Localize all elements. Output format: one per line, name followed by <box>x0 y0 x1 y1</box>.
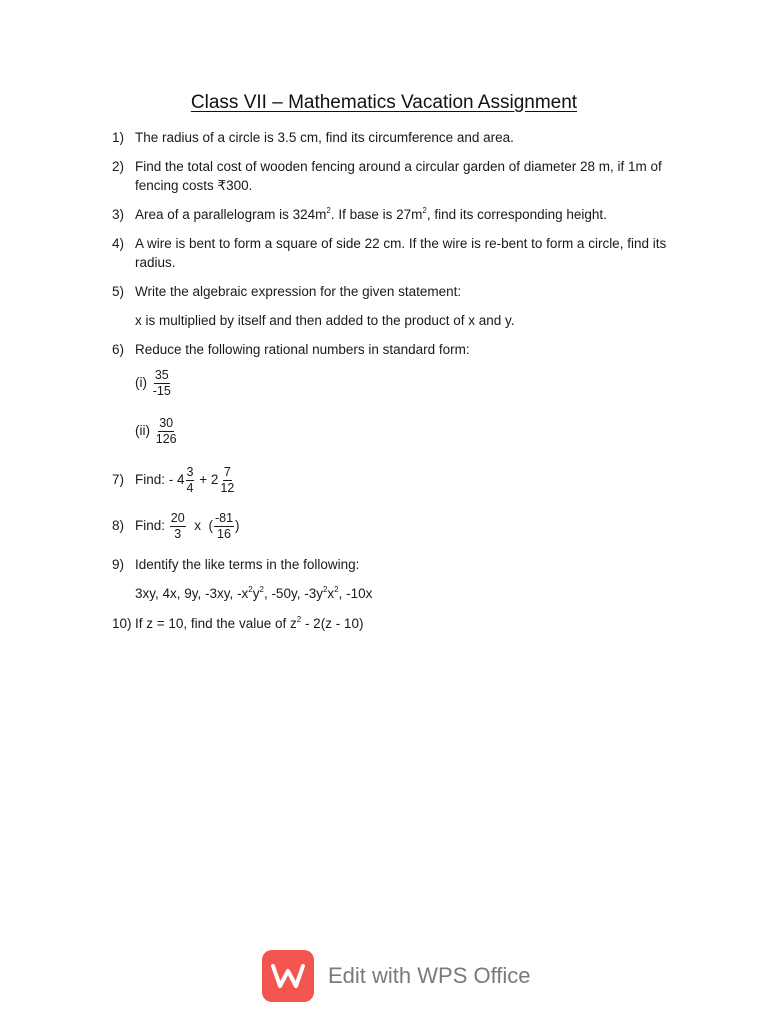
question-text: Find the total cost of wooden fencing around a circular garden of diameter 28 m, if 1m of fencing costs ₹300. <box>135 159 662 193</box>
text-segment: Find: - 4 <box>135 472 185 488</box>
question-text <box>135 511 692 542</box>
question-9 <box>112 555 692 574</box>
fraction <box>152 368 172 399</box>
question-10 <box>112 614 692 633</box>
superscript: 2 <box>422 206 427 215</box>
sub-part-ii <box>135 416 179 447</box>
fraction <box>219 465 235 496</box>
wps-logo-icon <box>262 950 314 1002</box>
numerator: 35 <box>154 368 169 382</box>
text-segment: ( <box>208 518 213 534</box>
question-number: 6) <box>112 342 125 357</box>
question-2 <box>112 157 692 195</box>
text-segment: Find: <box>135 518 166 534</box>
question-text: Identify the like terms in the following: <box>135 557 360 572</box>
denominator: -15 <box>152 384 171 398</box>
text-segment: If z = 10, find the value of z <box>135 616 297 631</box>
text-segment: Area of a parallelogram is 324m <box>135 207 327 222</box>
numerator: -81 <box>214 511 234 525</box>
denominator: 3 <box>174 527 182 541</box>
question-text <box>135 205 692 224</box>
text-segment: , -50y, -3y <box>263 586 323 601</box>
denominator: 12 <box>220 481 235 495</box>
text-segment: 3xy, 4x, 9y, -3xy, -x <box>135 586 249 601</box>
text-segment: . If base is 27m <box>330 207 423 222</box>
question-number: 8) <box>112 518 125 533</box>
like-terms-list <box>135 584 372 603</box>
question-number: 3) <box>112 207 125 222</box>
denominator: 126 <box>155 432 177 446</box>
question-number: 9) <box>112 557 125 572</box>
question-number: 5) <box>112 284 125 299</box>
question-text: Write the algebraic expression for the given statement: <box>135 284 462 299</box>
question-7 <box>112 465 692 496</box>
text-segment: - 2(z - 10) <box>301 616 364 631</box>
question-1 <box>112 128 692 147</box>
question-text: The radius of a circle is 3.5 cm, find its circumference and area. <box>135 130 514 145</box>
text-segment: + 2 <box>199 472 219 488</box>
superscript: 2 <box>248 585 253 594</box>
text-segment: y <box>252 586 260 601</box>
question-text <box>135 614 692 633</box>
question-number: 2) <box>112 159 125 174</box>
fraction <box>170 511 186 542</box>
numerator: 20 <box>170 511 185 525</box>
question-text: Reduce the following rational numbers in standard form: <box>135 342 470 357</box>
algebraic-statement: x is multiplied by itself and then added to the product of x and y. <box>135 313 515 328</box>
question-5 <box>112 282 692 301</box>
question-text <box>135 465 692 496</box>
wps-label: Edit with WPS Office <box>328 963 531 988</box>
fraction <box>186 465 195 496</box>
superscript: 2 <box>322 585 328 594</box>
superscript: 2 <box>326 206 331 215</box>
question-number: 1) <box>112 130 125 145</box>
sub-part-i <box>135 368 173 399</box>
numerator: 30 <box>159 416 174 430</box>
numerator: 3 <box>186 465 194 479</box>
question-6 <box>112 340 692 359</box>
edit-with-wps-button[interactable] <box>262 948 532 1004</box>
fraction <box>214 511 234 542</box>
sub-part-label: (ii) <box>135 423 150 439</box>
superscript: 2 <box>259 585 264 594</box>
text-segment: ) <box>235 518 240 534</box>
superscript: 2 <box>334 585 339 594</box>
text-segment: , -10x <box>338 586 373 601</box>
sub-part-label: (i) <box>135 375 147 391</box>
denominator: 16 <box>217 527 231 541</box>
fraction <box>155 416 178 447</box>
question-number: 7) <box>112 472 125 487</box>
text-segment: , find its corresponding height. <box>426 207 607 222</box>
question-3 <box>112 205 692 224</box>
superscript: 2 <box>296 615 302 624</box>
question-4 <box>112 234 692 272</box>
text-segment: x <box>194 518 201 534</box>
numerator: 7 <box>223 465 231 479</box>
denominator: 4 <box>186 481 194 495</box>
question-number: 4) <box>112 236 125 251</box>
text-segment: x <box>327 586 335 601</box>
page-title: Class VII – Mathematics Vacation Assignment <box>190 92 578 113</box>
question-text: A wire is bent to form a square of side 22 cm. If the wire is re-bent to form a circle, find its radius. <box>135 236 667 270</box>
question-8 <box>112 511 692 542</box>
question-number: 10) <box>112 616 132 631</box>
